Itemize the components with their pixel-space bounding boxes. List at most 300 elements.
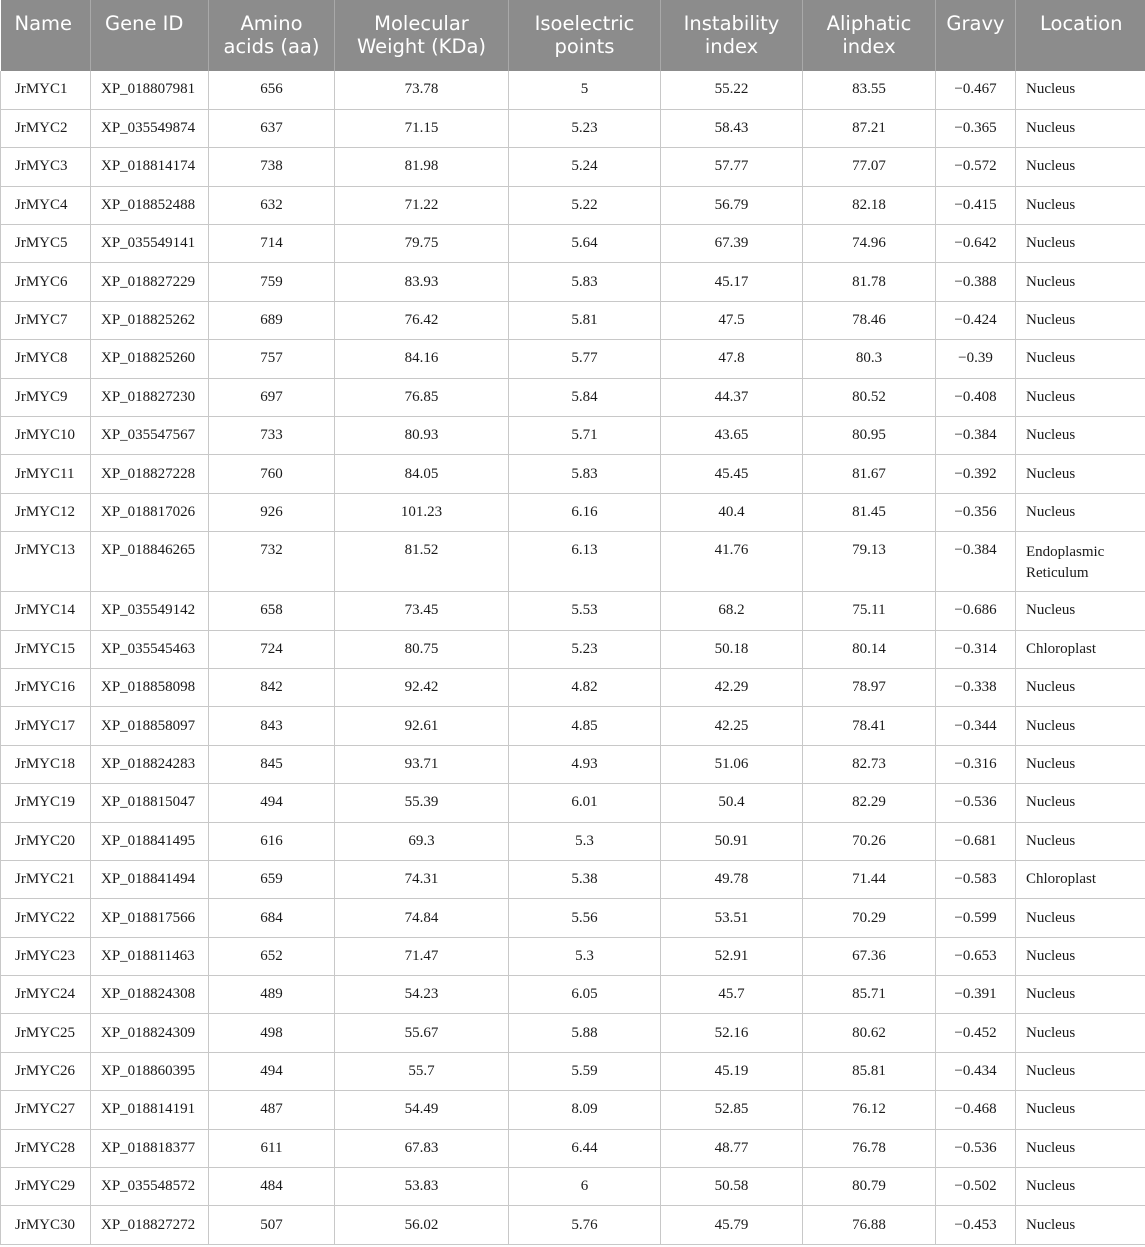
cell-location: Nucleus [1016, 148, 1145, 186]
cell-gene-id: XP_018858097 [91, 707, 209, 745]
cell-amino-acids: 494 [209, 1052, 335, 1090]
cell-instability-index: 45.45 [661, 455, 803, 493]
table-row [1, 668, 1145, 706]
cell-location: Nucleus [1016, 899, 1145, 937]
cell-gravy: −0.408 [936, 378, 1016, 416]
cell-name: JrMYC1 [1, 71, 91, 109]
cell-instability-index: 42.29 [661, 668, 803, 706]
cell-aliphatic-index: 80.62 [803, 1014, 936, 1052]
cell-location: Nucleus [1016, 225, 1145, 263]
cell-gravy: −0.572 [936, 148, 1016, 186]
cell-name: JrMYC14 [1, 592, 91, 630]
cell-amino-acids: 498 [209, 1014, 335, 1052]
table-row [1, 186, 1145, 224]
header-amino-acids: Amino acids (aa) [209, 0, 335, 71]
cell-instability-index: 41.76 [661, 532, 803, 592]
cell-amino-acids: 733 [209, 417, 335, 455]
cell-gravy: −0.536 [936, 784, 1016, 822]
cell-name: JrMYC10 [1, 417, 91, 455]
cell-gene-id: XP_018814191 [91, 1091, 209, 1129]
cell-amino-acids: 757 [209, 340, 335, 378]
cell-name: JrMYC15 [1, 630, 91, 668]
table-body [1, 71, 1145, 1244]
cell-gene-id: XP_018818377 [91, 1129, 209, 1167]
cell-instability-index: 57.77 [661, 148, 803, 186]
cell-isoelectric-point: 4.82 [509, 668, 661, 706]
cell-isoelectric-point: 5.56 [509, 899, 661, 937]
cell-aliphatic-index: 79.13 [803, 532, 936, 592]
cell-isoelectric-point: 5.3 [509, 937, 661, 975]
cell-isoelectric-point: 5.64 [509, 225, 661, 263]
cell-name: JrMYC5 [1, 225, 91, 263]
table-row [1, 1168, 1145, 1206]
cell-location: Nucleus [1016, 1052, 1145, 1090]
cell-gravy: −0.314 [936, 630, 1016, 668]
cell-gravy: −0.388 [936, 263, 1016, 301]
cell-instability-index: 40.4 [661, 493, 803, 531]
cell-gravy: −0.424 [936, 301, 1016, 339]
cell-gravy: −0.384 [936, 417, 1016, 455]
cell-aliphatic-index: 82.29 [803, 784, 936, 822]
cell-amino-acids: 738 [209, 148, 335, 186]
cell-aliphatic-index: 81.45 [803, 493, 936, 531]
cell-gravy: −0.434 [936, 1052, 1016, 1090]
cell-gravy: −0.452 [936, 1014, 1016, 1052]
cell-molecular-weight: 76.42 [335, 301, 509, 339]
table-row [1, 976, 1145, 1014]
cell-gravy: −0.583 [936, 860, 1016, 898]
cell-isoelectric-point: 4.93 [509, 745, 661, 783]
cell-amino-acids: 489 [209, 976, 335, 1014]
table-row [1, 630, 1145, 668]
header-gene-id: Gene ID [91, 0, 209, 71]
cell-instability-index: 52.85 [661, 1091, 803, 1129]
cell-aliphatic-index: 76.78 [803, 1129, 936, 1167]
cell-amino-acids: 616 [209, 822, 335, 860]
table-row [1, 417, 1145, 455]
cell-amino-acids: 632 [209, 186, 335, 224]
cell-aliphatic-index: 80.95 [803, 417, 936, 455]
cell-aliphatic-index: 78.46 [803, 301, 936, 339]
cell-name: JrMYC11 [1, 455, 91, 493]
cell-gene-id: XP_035545463 [91, 630, 209, 668]
table-row [1, 899, 1145, 937]
cell-location: Nucleus [1016, 1129, 1145, 1167]
cell-gene-id: XP_018846265 [91, 532, 209, 592]
cell-instability-index: 47.5 [661, 301, 803, 339]
cell-name: JrMYC28 [1, 1129, 91, 1167]
cell-instability-index: 45.17 [661, 263, 803, 301]
cell-aliphatic-index: 82.73 [803, 745, 936, 783]
cell-instability-index: 56.79 [661, 186, 803, 224]
cell-gravy: −0.392 [936, 455, 1016, 493]
cell-aliphatic-index: 77.07 [803, 148, 936, 186]
cell-isoelectric-point: 5.71 [509, 417, 661, 455]
cell-name: JrMYC4 [1, 186, 91, 224]
cell-molecular-weight: 83.93 [335, 263, 509, 301]
table-row [1, 532, 1145, 592]
table-row [1, 822, 1145, 860]
cell-molecular-weight: 92.61 [335, 707, 509, 745]
cell-location: Nucleus [1016, 784, 1145, 822]
cell-name: JrMYC30 [1, 1206, 91, 1244]
cell-molecular-weight: 54.23 [335, 976, 509, 1014]
cell-instability-index: 52.91 [661, 937, 803, 975]
cell-molecular-weight: 74.31 [335, 860, 509, 898]
cell-isoelectric-point: 6.16 [509, 493, 661, 531]
cell-name: JrMYC29 [1, 1168, 91, 1206]
cell-location: Nucleus [1016, 301, 1145, 339]
cell-location: Nucleus [1016, 109, 1145, 147]
cell-name: JrMYC12 [1, 493, 91, 531]
cell-amino-acids: 714 [209, 225, 335, 263]
cell-isoelectric-point: 5.53 [509, 592, 661, 630]
table-row [1, 745, 1145, 783]
cell-instability-index: 47.8 [661, 340, 803, 378]
cell-location: Nucleus [1016, 1091, 1145, 1129]
cell-location: Nucleus [1016, 745, 1145, 783]
cell-location: Nucleus [1016, 707, 1145, 745]
cell-name: JrMYC20 [1, 822, 91, 860]
cell-instability-index: 48.77 [661, 1129, 803, 1167]
cell-molecular-weight: 81.52 [335, 532, 509, 592]
table-row [1, 1091, 1145, 1129]
cell-isoelectric-point: 6.13 [509, 532, 661, 592]
cell-isoelectric-point: 5.77 [509, 340, 661, 378]
cell-molecular-weight: 73.78 [335, 71, 509, 109]
table-row [1, 592, 1145, 630]
cell-aliphatic-index: 67.36 [803, 937, 936, 975]
cell-amino-acids: 724 [209, 630, 335, 668]
cell-isoelectric-point: 5.83 [509, 263, 661, 301]
cell-aliphatic-index: 76.88 [803, 1206, 936, 1244]
cell-aliphatic-index: 80.14 [803, 630, 936, 668]
cell-aliphatic-index: 87.21 [803, 109, 936, 147]
cell-molecular-weight: 71.15 [335, 109, 509, 147]
cell-gene-id: XP_018827228 [91, 455, 209, 493]
cell-amino-acids: 843 [209, 707, 335, 745]
cell-amino-acids: 689 [209, 301, 335, 339]
cell-location: Nucleus [1016, 378, 1145, 416]
cell-name: JrMYC25 [1, 1014, 91, 1052]
cell-amino-acids: 656 [209, 71, 335, 109]
table-row [1, 455, 1145, 493]
cell-gene-id: XP_018824308 [91, 976, 209, 1014]
cell-instability-index: 50.58 [661, 1168, 803, 1206]
cell-molecular-weight: 71.22 [335, 186, 509, 224]
cell-instability-index: 45.7 [661, 976, 803, 1014]
cell-instability-index: 43.65 [661, 417, 803, 455]
cell-molecular-weight: 54.49 [335, 1091, 509, 1129]
cell-name: JrMYC18 [1, 745, 91, 783]
cell-molecular-weight: 55.67 [335, 1014, 509, 1052]
header-row [1, 0, 1145, 71]
cell-name: JrMYC23 [1, 937, 91, 975]
cell-aliphatic-index: 71.44 [803, 860, 936, 898]
cell-instability-index: 53.51 [661, 899, 803, 937]
cell-instability-index: 50.91 [661, 822, 803, 860]
cell-gravy: −0.502 [936, 1168, 1016, 1206]
cell-gene-id: XP_018817026 [91, 493, 209, 531]
cell-gravy: −0.415 [936, 186, 1016, 224]
cell-name: JrMYC3 [1, 148, 91, 186]
cell-aliphatic-index: 80.3 [803, 340, 936, 378]
cell-location: Nucleus [1016, 71, 1145, 109]
cell-amino-acids: 652 [209, 937, 335, 975]
cell-name: JrMYC7 [1, 301, 91, 339]
cell-molecular-weight: 101.23 [335, 493, 509, 531]
cell-isoelectric-point: 5.22 [509, 186, 661, 224]
cell-aliphatic-index: 78.97 [803, 668, 936, 706]
cell-aliphatic-index: 85.71 [803, 976, 936, 1014]
cell-isoelectric-point: 5.3 [509, 822, 661, 860]
cell-instability-index: 42.25 [661, 707, 803, 745]
cell-gene-id: XP_018827272 [91, 1206, 209, 1244]
table-row [1, 1052, 1145, 1090]
cell-location: Nucleus [1016, 340, 1145, 378]
cell-isoelectric-point: 6.05 [509, 976, 661, 1014]
cell-isoelectric-point: 6.44 [509, 1129, 661, 1167]
cell-isoelectric-point: 5.23 [509, 630, 661, 668]
cell-molecular-weight: 74.84 [335, 899, 509, 937]
cell-molecular-weight: 84.05 [335, 455, 509, 493]
cell-gene-id: XP_018825262 [91, 301, 209, 339]
cell-molecular-weight: 67.83 [335, 1129, 509, 1167]
cell-location: Nucleus [1016, 455, 1145, 493]
cell-aliphatic-index: 82.18 [803, 186, 936, 224]
cell-name: JrMYC6 [1, 263, 91, 301]
cell-gene-id: XP_018824283 [91, 745, 209, 783]
cell-gene-id: XP_018827230 [91, 378, 209, 416]
table-row [1, 1129, 1145, 1167]
cell-molecular-weight: 93.71 [335, 745, 509, 783]
cell-amino-acids: 845 [209, 745, 335, 783]
table-row [1, 493, 1145, 531]
cell-location: Nucleus [1016, 1206, 1145, 1244]
header-isoelectric-points: Isoelectric points [509, 0, 661, 71]
cell-name: JrMYC9 [1, 378, 91, 416]
cell-gene-id: XP_018860395 [91, 1052, 209, 1090]
cell-instability-index: 45.79 [661, 1206, 803, 1244]
cell-amino-acids: 484 [209, 1168, 335, 1206]
cell-gene-id: XP_018807981 [91, 71, 209, 109]
cell-molecular-weight: 76.85 [335, 378, 509, 416]
cell-gene-id: XP_018858098 [91, 668, 209, 706]
cell-location: Chloroplast [1016, 630, 1145, 668]
cell-amino-acids: 926 [209, 493, 335, 531]
cell-location: Nucleus [1016, 493, 1145, 531]
cell-gravy: −0.344 [936, 707, 1016, 745]
cell-gravy: −0.467 [936, 71, 1016, 109]
table-row [1, 937, 1145, 975]
cell-name: JrMYC17 [1, 707, 91, 745]
cell-amino-acids: 507 [209, 1206, 335, 1244]
header-instability-index: Instability index [661, 0, 803, 71]
cell-isoelectric-point: 5.88 [509, 1014, 661, 1052]
cell-aliphatic-index: 81.78 [803, 263, 936, 301]
cell-molecular-weight: 73.45 [335, 592, 509, 630]
table-row [1, 1206, 1145, 1244]
cell-amino-acids: 842 [209, 668, 335, 706]
cell-aliphatic-index: 78.41 [803, 707, 936, 745]
cell-instability-index: 44.37 [661, 378, 803, 416]
cell-gene-id: XP_035548572 [91, 1168, 209, 1206]
table-row [1, 148, 1145, 186]
cell-gene-id: XP_018852488 [91, 186, 209, 224]
cell-location: Nucleus [1016, 668, 1145, 706]
cell-name: JrMYC22 [1, 899, 91, 937]
cell-isoelectric-point: 5.84 [509, 378, 661, 416]
table-row [1, 1014, 1145, 1052]
cell-molecular-weight: 92.42 [335, 668, 509, 706]
table-row [1, 784, 1145, 822]
cell-name: JrMYC19 [1, 784, 91, 822]
cell-aliphatic-index: 70.26 [803, 822, 936, 860]
cell-aliphatic-index: 83.55 [803, 71, 936, 109]
cell-isoelectric-point: 4.85 [509, 707, 661, 745]
cell-isoelectric-point: 5.23 [509, 109, 661, 147]
cell-gravy: −0.384 [936, 532, 1016, 592]
cell-molecular-weight: 71.47 [335, 937, 509, 975]
cell-molecular-weight: 56.02 [335, 1206, 509, 1244]
cell-name: JrMYC21 [1, 860, 91, 898]
cell-gravy: −0.356 [936, 493, 1016, 531]
cell-location: Nucleus [1016, 1014, 1145, 1052]
cell-amino-acids: 684 [209, 899, 335, 937]
cell-name: JrMYC13 [1, 532, 91, 592]
header-gravy: Gravy [936, 0, 1016, 71]
table-row [1, 71, 1145, 109]
cell-gravy: −0.653 [936, 937, 1016, 975]
cell-gene-id: XP_018841495 [91, 822, 209, 860]
cell-location: Nucleus [1016, 186, 1145, 224]
cell-location: Nucleus [1016, 822, 1145, 860]
cell-gene-id: XP_018811463 [91, 937, 209, 975]
cell-gene-id: XP_035549141 [91, 225, 209, 263]
cell-amino-acids: 659 [209, 860, 335, 898]
cell-isoelectric-point: 5 [509, 71, 661, 109]
cell-location: Chloroplast [1016, 860, 1145, 898]
table-row [1, 860, 1145, 898]
cell-gene-id: XP_035549142 [91, 592, 209, 630]
table-row [1, 263, 1145, 301]
cell-gravy: −0.365 [936, 109, 1016, 147]
table-row [1, 109, 1145, 147]
cell-amino-acids: 637 [209, 109, 335, 147]
cell-instability-index: 49.78 [661, 860, 803, 898]
cell-location: Nucleus [1016, 1168, 1145, 1206]
cell-molecular-weight: 55.39 [335, 784, 509, 822]
cell-gravy: −0.39 [936, 340, 1016, 378]
cell-molecular-weight: 69.3 [335, 822, 509, 860]
cell-location: Endoplasmic Reticulum [1016, 532, 1145, 592]
cell-gene-id: XP_035549874 [91, 109, 209, 147]
cell-aliphatic-index: 85.81 [803, 1052, 936, 1090]
table-header [1, 0, 1145, 71]
cell-location: Nucleus [1016, 976, 1145, 1014]
cell-amino-acids: 494 [209, 784, 335, 822]
header-aliphatic-index: Aliphatic index [803, 0, 936, 71]
cell-instability-index: 67.39 [661, 225, 803, 263]
cell-aliphatic-index: 70.29 [803, 899, 936, 937]
cell-location: Nucleus [1016, 592, 1145, 630]
table-row [1, 340, 1145, 378]
cell-isoelectric-point: 5.76 [509, 1206, 661, 1244]
cell-gravy: −0.536 [936, 1129, 1016, 1167]
cell-aliphatic-index: 75.11 [803, 592, 936, 630]
cell-instability-index: 68.2 [661, 592, 803, 630]
cell-location: Nucleus [1016, 263, 1145, 301]
cell-gene-id: XP_018815047 [91, 784, 209, 822]
cell-isoelectric-point: 8.09 [509, 1091, 661, 1129]
cell-instability-index: 52.16 [661, 1014, 803, 1052]
cell-molecular-weight: 53.83 [335, 1168, 509, 1206]
cell-name: JrMYC26 [1, 1052, 91, 1090]
cell-name: JrMYC27 [1, 1091, 91, 1129]
cell-molecular-weight: 80.93 [335, 417, 509, 455]
cell-molecular-weight: 55.7 [335, 1052, 509, 1090]
cell-molecular-weight: 79.75 [335, 225, 509, 263]
cell-gravy: −0.642 [936, 225, 1016, 263]
cell-gravy: −0.681 [936, 822, 1016, 860]
table-row [1, 378, 1145, 416]
cell-amino-acids: 759 [209, 263, 335, 301]
cell-gene-id: XP_018825260 [91, 340, 209, 378]
cell-gene-id: XP_018824309 [91, 1014, 209, 1052]
cell-isoelectric-point: 5.59 [509, 1052, 661, 1090]
cell-gravy: −0.391 [936, 976, 1016, 1014]
cell-isoelectric-point: 6.01 [509, 784, 661, 822]
header-name: Name [1, 0, 91, 71]
cell-isoelectric-point: 5.38 [509, 860, 661, 898]
cell-molecular-weight: 84.16 [335, 340, 509, 378]
table-row [1, 301, 1145, 339]
cell-gravy: −0.599 [936, 899, 1016, 937]
cell-instability-index: 50.4 [661, 784, 803, 822]
cell-gene-id: XP_018827229 [91, 263, 209, 301]
cell-amino-acids: 611 [209, 1129, 335, 1167]
cell-gravy: −0.686 [936, 592, 1016, 630]
cell-gravy: −0.338 [936, 668, 1016, 706]
cell-isoelectric-point: 5.81 [509, 301, 661, 339]
cell-gene-id: XP_018817566 [91, 899, 209, 937]
cell-gravy: −0.453 [936, 1206, 1016, 1244]
cell-amino-acids: 487 [209, 1091, 335, 1129]
cell-name: JrMYC24 [1, 976, 91, 1014]
cell-gene-id: XP_035547567 [91, 417, 209, 455]
cell-instability-index: 50.18 [661, 630, 803, 668]
cell-aliphatic-index: 74.96 [803, 225, 936, 263]
cell-isoelectric-point: 6 [509, 1168, 661, 1206]
table-row [1, 225, 1145, 263]
cell-amino-acids: 760 [209, 455, 335, 493]
cell-aliphatic-index: 80.52 [803, 378, 936, 416]
cell-name: JrMYC16 [1, 668, 91, 706]
cell-gravy: −0.316 [936, 745, 1016, 783]
header-molecular-weight: Molecular Weight (KDa) [335, 0, 509, 71]
cell-instability-index: 51.06 [661, 745, 803, 783]
cell-name: JrMYC8 [1, 340, 91, 378]
cell-name: JrMYC2 [1, 109, 91, 147]
cell-aliphatic-index: 76.12 [803, 1091, 936, 1129]
cell-aliphatic-index: 81.67 [803, 455, 936, 493]
cell-isoelectric-point: 5.83 [509, 455, 661, 493]
table-row [1, 707, 1145, 745]
cell-amino-acids: 732 [209, 532, 335, 592]
cell-molecular-weight: 81.98 [335, 148, 509, 186]
cell-instability-index: 58.43 [661, 109, 803, 147]
cell-gravy: −0.468 [936, 1091, 1016, 1129]
